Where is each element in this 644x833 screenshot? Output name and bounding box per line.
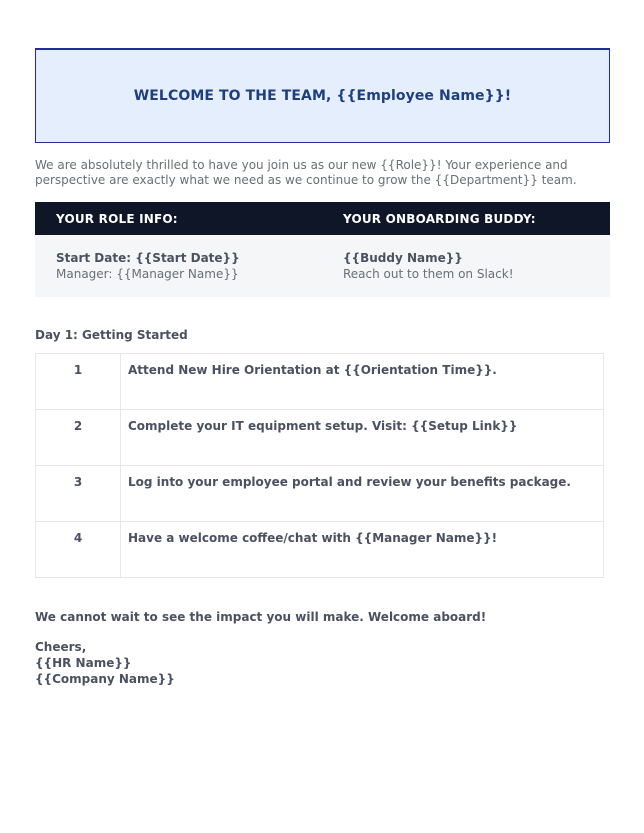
signoff-company-name: {{Company Name}} (35, 672, 175, 686)
role-info-cell (35, 250, 322, 282)
step-text: Have a welcome coffee/chat with {{Manager Name}}! (128, 531, 498, 545)
signoff-block (35, 639, 610, 687)
day1-steps-table (35, 353, 604, 578)
info-header-bar (35, 202, 610, 235)
start-date: Start Date: {{Start Date}} (56, 251, 240, 265)
buddy-header: YOUR ONBOARDING BUDDY: (343, 211, 536, 226)
onboarding-document (35, 48, 610, 687)
step-text: Log into your employee portal and review your benefits package. (128, 475, 571, 489)
manager-name: Manager: {{Manager Name}} (56, 267, 239, 281)
closing-message: We cannot wait to see the impact you will make. Welcome aboard! (35, 610, 487, 624)
signoff-cheers: Cheers, (35, 640, 87, 654)
buddy-cell (322, 250, 610, 282)
step-number: 3 (36, 466, 121, 521)
table-row (36, 354, 603, 410)
step-text: Complete your IT equipment setup. Visit: {{Setup Link}} (128, 419, 518, 433)
day1-title: Day 1: Getting Started (35, 328, 188, 342)
info-body (35, 235, 610, 297)
step-text: Attend New Hire Orientation at {{Orientation Time}}. (128, 363, 497, 377)
intro-paragraph (35, 158, 610, 188)
welcome-banner (35, 48, 610, 143)
step-number: 2 (36, 410, 121, 465)
table-row (36, 522, 603, 577)
intro-line-2: perspective are exactly what we need as we continue to grow the {{Department}} team. (35, 173, 577, 187)
role-info-header: YOUR ROLE INFO: (56, 211, 178, 226)
welcome-title: WELCOME TO THE TEAM, {{Employee Name}}! (133, 88, 512, 104)
intro-line-1: We are absolutely thrilled to have you join us as our new {{Role}}! Your experience and (35, 158, 568, 172)
step-number: 4 (36, 522, 121, 577)
table-row (36, 410, 603, 466)
buddy-name: {{Buddy Name}} (343, 251, 463, 265)
step-number: 1 (36, 354, 121, 409)
table-row (36, 466, 603, 522)
signoff-hr-name: {{HR Name}} (35, 656, 132, 670)
buddy-note: Reach out to them on Slack! (343, 267, 514, 281)
